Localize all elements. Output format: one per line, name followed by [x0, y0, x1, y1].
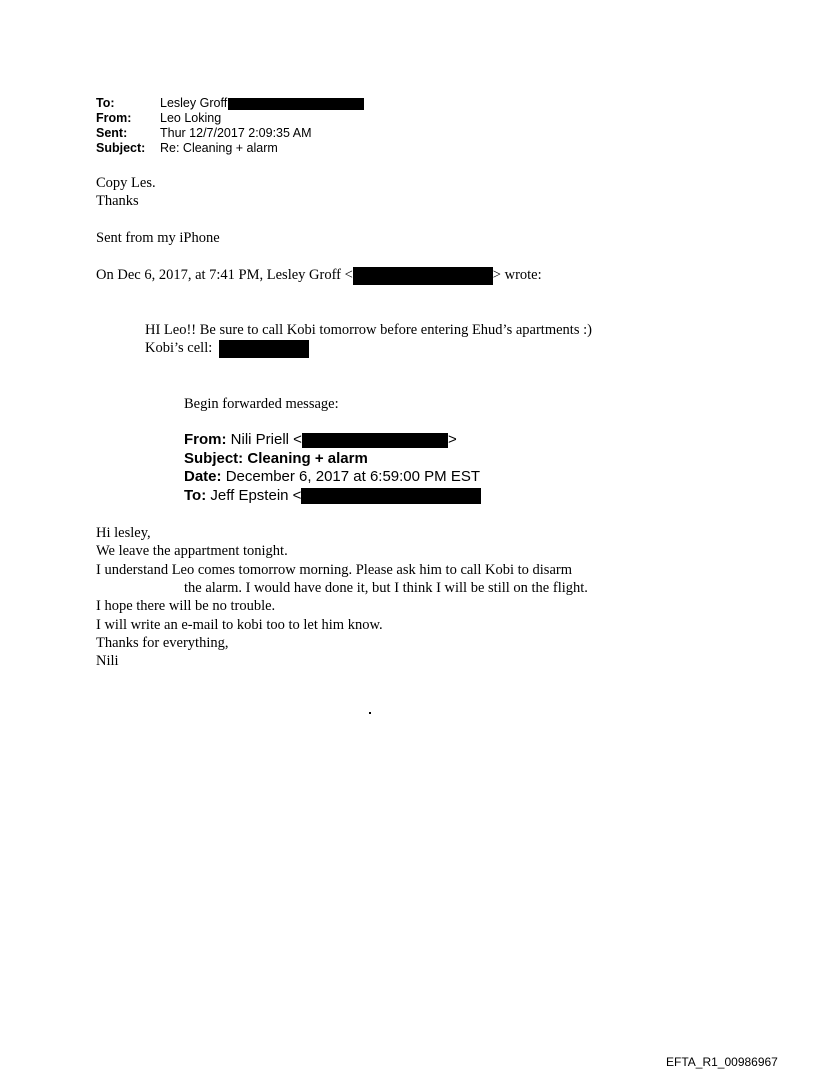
- forwarded-from-label: From:: [184, 431, 227, 448]
- quote-intro-before: On Dec 6, 2017, at 7:41 PM, Lesley Groff <: [96, 267, 353, 283]
- forwarded-to-label: To:: [184, 487, 207, 504]
- forwarded-date-label: Date:: [184, 468, 222, 485]
- document-id: EFTA_R1_00986967: [666, 1055, 778, 1069]
- redaction-bar: [301, 488, 481, 504]
- header-subject-label: Subject:: [96, 141, 146, 155]
- nili-line-7: Thanks for everything,: [96, 635, 229, 651]
- header-sent-value: Thur 12/7/2017 2:09:35 AM: [160, 126, 312, 140]
- header-sent-label: Sent:: [96, 126, 128, 140]
- forwarded-subject-label: Subject:: [184, 450, 244, 467]
- redaction-bar: [353, 267, 493, 285]
- reply-line-2: Thanks: [96, 193, 139, 209]
- header-subject-value: Re: Cleaning + alarm: [160, 141, 278, 155]
- nili-line-1: Hi lesley,: [96, 525, 151, 541]
- forwarded-date-value: December 6, 2017 at 6:59:00 PM EST: [225, 468, 480, 485]
- header-from-value: Leo Loking: [160, 111, 222, 125]
- reply-signature: Sent from my iPhone: [96, 230, 220, 246]
- redaction-bar: [219, 340, 309, 358]
- forwarded-subject-row: [184, 449, 368, 468]
- nili-line-3: I understand Leo comes tomorrow morning. Please ask him to call Kobi to disarm: [96, 562, 572, 578]
- lesley-line-1: HI Leo!! Be sure to call Kobi tomorrow before entering Ehud’s apartments :): [145, 322, 592, 338]
- reply-line-1: Copy Les.: [96, 175, 156, 191]
- header-from-label: From:: [96, 111, 132, 125]
- forwarded-from-end: >: [447, 431, 457, 448]
- forwarded-to-value: Jeff Epstein <: [210, 487, 302, 504]
- redaction-bar: [302, 433, 448, 448]
- stray-mark: [369, 712, 371, 714]
- header-to-value: Lesley Groff: [160, 96, 228, 110]
- kobi-cell-label: Kobi’s cell:: [145, 340, 213, 356]
- forwarded-from-row: [184, 430, 457, 449]
- forwarded-to-row: [184, 486, 481, 505]
- nili-line-4: the alarm. I would have done it, but I think I will be still on the flight.: [184, 580, 588, 596]
- nili-line-5: I hope there will be no trouble.: [96, 598, 276, 614]
- redaction-bar: [228, 98, 364, 110]
- nili-line-8: Nili: [96, 653, 119, 669]
- forwarded-from-value: Nili Priell <: [230, 431, 302, 448]
- quote-intro: [96, 266, 542, 285]
- nili-line-2: We leave the appartment tonight.: [96, 543, 288, 559]
- forwarded-subject-value: Cleaning + alarm: [247, 450, 368, 467]
- header-to-label: To:: [96, 96, 115, 110]
- lesley-line-2: [145, 339, 309, 358]
- quote-intro-after: > wrote:: [492, 267, 542, 283]
- forwarded-date-row: [184, 467, 480, 486]
- forwarded-intro: Begin forwarded message:: [184, 396, 339, 412]
- nili-line-6: I will write an e-mail to kobi too to let him know.: [96, 617, 383, 633]
